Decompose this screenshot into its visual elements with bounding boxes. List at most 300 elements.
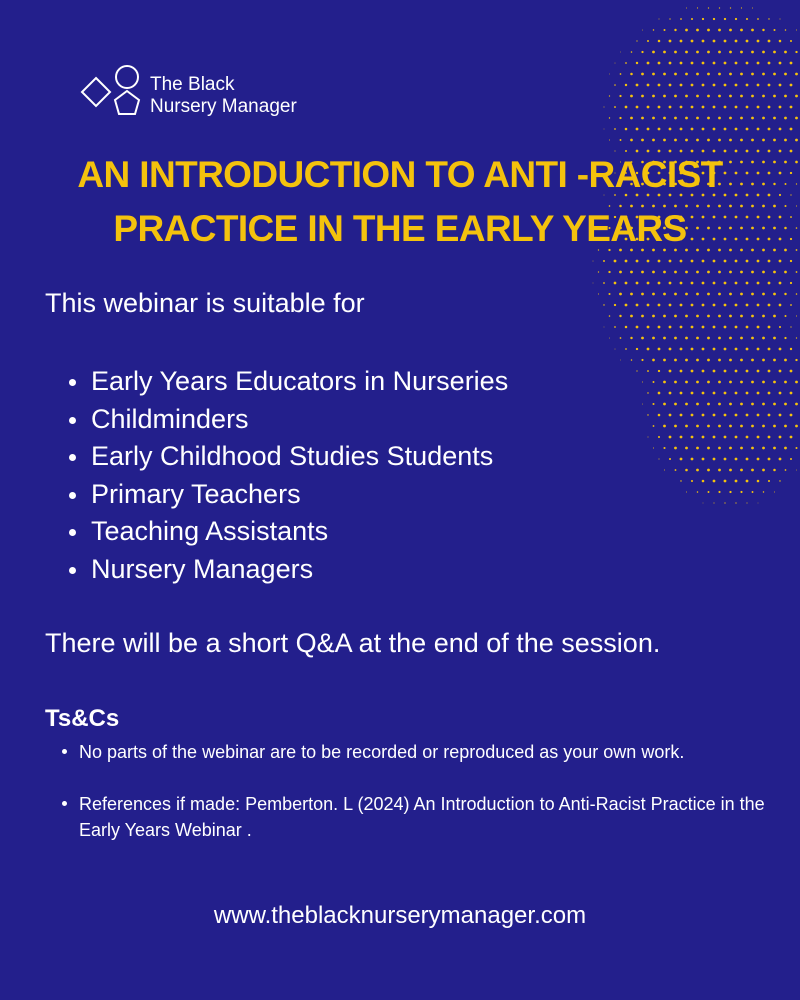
pattern-dot bbox=[652, 139, 655, 142]
pattern-dot bbox=[696, 29, 699, 32]
pattern-dot bbox=[630, 139, 633, 142]
pattern-dot bbox=[669, 392, 672, 395]
pattern-dot bbox=[790, 260, 792, 262]
pattern-dot bbox=[647, 348, 650, 351]
pattern-dot bbox=[647, 326, 650, 329]
pattern-dot bbox=[702, 128, 705, 131]
pattern-dot bbox=[724, 62, 727, 65]
list-item: Teaching Assistants bbox=[45, 513, 508, 551]
pattern-dot bbox=[696, 469, 699, 472]
pattern-dot bbox=[615, 349, 616, 350]
pattern-dot bbox=[740, 425, 743, 428]
pattern-dot bbox=[641, 315, 644, 318]
list-item: Early Years Educators in Nurseries bbox=[45, 363, 508, 401]
pattern-dot bbox=[674, 95, 677, 98]
pattern-dot bbox=[680, 106, 683, 109]
pattern-dot bbox=[674, 337, 677, 340]
pattern-dot bbox=[790, 40, 792, 42]
pattern-dot bbox=[795, 161, 798, 164]
pattern-dot bbox=[620, 337, 622, 339]
pattern-dot bbox=[604, 129, 605, 130]
pattern-dot bbox=[680, 62, 683, 65]
pattern-dot bbox=[625, 260, 628, 263]
pattern-dot bbox=[652, 95, 655, 98]
pattern-dot bbox=[774, 492, 775, 493]
pattern-dot bbox=[773, 117, 776, 120]
pattern-dot bbox=[713, 260, 716, 263]
pattern-dot bbox=[685, 315, 688, 318]
pattern-dot bbox=[773, 425, 776, 428]
pattern-dot bbox=[630, 315, 633, 318]
pattern-dot bbox=[669, 40, 672, 43]
pattern-dot bbox=[757, 84, 760, 87]
pattern-dot bbox=[724, 392, 727, 395]
pattern-dot bbox=[675, 469, 677, 471]
pattern-dot bbox=[746, 84, 749, 87]
pattern-dot bbox=[790, 414, 793, 417]
pattern-dot bbox=[779, 370, 782, 373]
pattern-dot bbox=[713, 128, 716, 131]
pattern-dot bbox=[658, 392, 661, 395]
pattern-dot bbox=[796, 30, 797, 31]
pattern-dot bbox=[653, 381, 655, 383]
pattern-dot bbox=[653, 29, 654, 30]
pattern-dot bbox=[653, 425, 655, 427]
pattern-dot bbox=[631, 51, 633, 53]
pattern-dot bbox=[768, 304, 771, 307]
pattern-dot bbox=[735, 326, 738, 329]
pattern-dot bbox=[724, 304, 727, 307]
pattern-dot bbox=[707, 447, 710, 450]
pattern-dot bbox=[768, 128, 771, 131]
pattern-dot bbox=[779, 62, 782, 65]
pattern-dot bbox=[680, 370, 683, 373]
pattern-dot bbox=[625, 84, 627, 86]
pattern-dot bbox=[625, 304, 628, 307]
pattern-dot bbox=[762, 447, 765, 450]
pattern-dot bbox=[795, 403, 798, 406]
pattern-dot bbox=[762, 381, 765, 384]
pattern-dot bbox=[707, 139, 710, 142]
pattern-dot bbox=[724, 370, 727, 373]
pattern-dot bbox=[790, 370, 793, 373]
pattern-dot bbox=[663, 425, 666, 428]
pattern-dot bbox=[696, 51, 699, 54]
pattern-dot bbox=[691, 414, 694, 417]
pattern-dot bbox=[790, 150, 793, 153]
pattern-dot bbox=[724, 18, 726, 20]
pattern-dot bbox=[669, 304, 672, 307]
pattern-dot bbox=[768, 282, 771, 285]
pattern-dot bbox=[773, 95, 776, 98]
pattern-dot bbox=[702, 326, 705, 329]
pattern-dot bbox=[674, 425, 677, 428]
pattern-dot bbox=[636, 40, 637, 41]
pattern-dot bbox=[751, 337, 754, 340]
pattern-dot bbox=[620, 360, 621, 361]
pattern-dot bbox=[674, 381, 677, 384]
pattern-dot bbox=[669, 62, 672, 65]
pattern-dot bbox=[669, 414, 672, 417]
pattern-dot bbox=[773, 271, 776, 274]
pattern-dot bbox=[691, 128, 694, 131]
pattern-dot bbox=[713, 392, 716, 395]
pattern-dot bbox=[784, 95, 787, 98]
pattern-dot bbox=[702, 282, 705, 285]
pattern-dot bbox=[663, 51, 666, 54]
pattern-dot bbox=[603, 304, 604, 305]
pattern-dot bbox=[615, 63, 616, 64]
pattern-dot bbox=[641, 337, 644, 340]
pattern-dot bbox=[702, 40, 705, 43]
qa-note: There will be a short Q&A at the end of the session. bbox=[45, 628, 661, 658]
pattern-dot bbox=[614, 304, 616, 306]
pattern-dot bbox=[713, 84, 716, 87]
pattern-dot bbox=[713, 436, 716, 439]
pattern-dot bbox=[680, 18, 682, 20]
pattern-dot bbox=[790, 172, 792, 174]
pattern-dot bbox=[784, 425, 787, 428]
pattern-dot bbox=[652, 337, 655, 340]
pattern-dot bbox=[691, 282, 694, 285]
pattern-dot bbox=[724, 480, 727, 483]
pattern-dot bbox=[751, 359, 754, 362]
pattern-dot bbox=[619, 293, 622, 296]
pattern-dot bbox=[746, 370, 749, 373]
pattern-dot bbox=[735, 84, 738, 87]
terms-item: References if made: Pemberton. L (2024) An Introduction to Anti-Racist Practice in the Early Years Webinar . bbox=[60, 791, 780, 843]
pattern-dot bbox=[680, 348, 683, 351]
pattern-dot bbox=[718, 425, 721, 428]
audience-list bbox=[45, 363, 508, 589]
pattern-dot bbox=[691, 348, 694, 351]
pattern-dot bbox=[707, 95, 710, 98]
pattern-dot bbox=[773, 469, 776, 472]
pattern-dot bbox=[724, 128, 727, 131]
pattern-dot bbox=[762, 139, 765, 142]
pattern-dot bbox=[746, 458, 749, 461]
pattern-dot bbox=[702, 480, 705, 483]
pattern-dot bbox=[773, 293, 776, 296]
pattern-dot bbox=[685, 293, 688, 296]
pattern-dot bbox=[724, 348, 727, 351]
pattern-dot bbox=[724, 260, 727, 263]
pattern-dot bbox=[735, 502, 736, 503]
pattern-dot bbox=[762, 117, 765, 120]
pattern-dot bbox=[647, 370, 649, 372]
pattern-dot bbox=[779, 436, 782, 439]
pattern-dot bbox=[652, 315, 655, 318]
pattern-dot bbox=[740, 491, 742, 493]
pattern-dot bbox=[735, 436, 738, 439]
pattern-dot bbox=[746, 502, 747, 503]
pattern-dot bbox=[669, 370, 672, 373]
pattern-dot bbox=[790, 216, 792, 218]
pattern-dot bbox=[647, 414, 648, 415]
pattern-dot bbox=[718, 51, 721, 54]
pattern-dot bbox=[713, 326, 716, 329]
pattern-dot bbox=[609, 338, 610, 339]
brand-name-line2: Nursery Manager bbox=[150, 96, 297, 117]
pattern-dot bbox=[751, 95, 754, 98]
pattern-dot bbox=[663, 117, 666, 120]
pattern-dot bbox=[663, 447, 665, 449]
pattern-dot bbox=[740, 447, 743, 450]
pattern-dot bbox=[729, 95, 732, 98]
pattern-dot bbox=[779, 348, 782, 351]
pattern-dot bbox=[735, 128, 738, 131]
pattern-dot bbox=[757, 392, 760, 395]
pattern-dot bbox=[658, 326, 661, 329]
pattern-dot bbox=[757, 282, 760, 285]
pattern-dot bbox=[713, 106, 716, 109]
pattern-dot bbox=[768, 392, 771, 395]
pattern-dot bbox=[680, 84, 683, 87]
pattern-dot bbox=[702, 62, 705, 65]
pattern-dot bbox=[697, 491, 699, 493]
pattern-dot bbox=[790, 282, 792, 284]
pattern-dot bbox=[663, 95, 666, 98]
pattern-dot bbox=[746, 480, 749, 483]
pattern-dot bbox=[647, 282, 650, 285]
pattern-dot bbox=[658, 304, 661, 307]
website-url[interactable]: www.theblacknurserymanager.com bbox=[213, 902, 587, 929]
pattern-dot bbox=[614, 260, 617, 263]
pattern-dot bbox=[795, 73, 798, 76]
pattern-dot bbox=[796, 205, 797, 206]
pattern-dot bbox=[663, 381, 666, 384]
pattern-dot bbox=[779, 260, 782, 263]
pattern-dot bbox=[746, 282, 749, 285]
pattern-dot bbox=[757, 304, 760, 307]
pattern-dot bbox=[707, 315, 710, 318]
pattern-dot bbox=[768, 414, 771, 417]
title-line2: PRACTICE IN THE EARLY YEARS bbox=[113, 208, 687, 249]
pattern-dot bbox=[685, 469, 688, 472]
pattern-dot bbox=[740, 315, 743, 318]
pattern-dot bbox=[702, 392, 705, 395]
pattern-dot bbox=[713, 502, 714, 503]
pattern-dot bbox=[664, 29, 666, 31]
pattern-dot bbox=[685, 403, 688, 406]
pattern-dot bbox=[779, 326, 781, 328]
pattern-dot bbox=[735, 370, 738, 373]
list-item: Early Childhood Studies Students bbox=[45, 438, 508, 476]
pattern-dot bbox=[740, 73, 743, 76]
pattern-dot bbox=[784, 381, 787, 384]
pattern-dot bbox=[790, 106, 793, 109]
pattern-dot bbox=[702, 458, 705, 461]
pattern-dot bbox=[718, 29, 721, 32]
pattern-dot bbox=[713, 370, 716, 373]
pattern-dot bbox=[648, 437, 649, 438]
pattern-dot bbox=[702, 370, 705, 373]
pattern-dot bbox=[795, 51, 797, 53]
pattern-dot bbox=[647, 84, 650, 87]
pattern-dot bbox=[669, 436, 672, 439]
pattern-dot bbox=[718, 139, 721, 142]
pattern-dot bbox=[751, 469, 754, 472]
pattern-dot bbox=[674, 403, 677, 406]
pattern-dot bbox=[751, 51, 754, 54]
pattern-dot bbox=[779, 480, 780, 481]
pattern-dot bbox=[707, 29, 710, 32]
pattern-dot bbox=[746, 392, 749, 395]
pattern-dot bbox=[713, 282, 716, 285]
pattern-dot bbox=[795, 381, 798, 384]
pattern-dot bbox=[658, 370, 660, 372]
pattern-dot bbox=[685, 29, 688, 32]
pattern-dot bbox=[614, 128, 616, 130]
pattern-dot bbox=[642, 404, 643, 405]
pattern-dot bbox=[795, 139, 798, 142]
pattern-dot bbox=[752, 8, 753, 9]
pattern-dot bbox=[718, 117, 721, 120]
pattern-dot bbox=[784, 51, 787, 54]
pattern-dot bbox=[707, 337, 710, 340]
pattern-dot bbox=[795, 359, 797, 361]
pattern-dot bbox=[674, 139, 677, 142]
pattern-dot bbox=[686, 492, 687, 493]
pattern-dot bbox=[735, 458, 738, 461]
pattern-dot bbox=[779, 40, 782, 43]
pattern-dot bbox=[641, 359, 643, 361]
pattern-dot bbox=[636, 128, 639, 131]
pattern-dot bbox=[735, 348, 738, 351]
pattern-dot bbox=[751, 403, 754, 406]
pattern-dot bbox=[691, 18, 693, 20]
pattern-dot bbox=[719, 7, 720, 8]
pattern-dot bbox=[707, 117, 710, 120]
pattern-dot bbox=[641, 293, 644, 296]
pattern-dot bbox=[658, 40, 661, 43]
pattern-dot bbox=[619, 95, 621, 97]
pattern-dot bbox=[784, 447, 787, 450]
terms-heading: Ts&Cs bbox=[45, 705, 120, 732]
terms-item: No parts of the webinar are to be recorded or reproduced as your own work. bbox=[60, 739, 780, 765]
pattern-dot bbox=[652, 403, 654, 405]
pattern-dot bbox=[773, 359, 776, 362]
pattern-dot bbox=[746, 326, 749, 329]
pattern-dot bbox=[647, 260, 650, 263]
pattern-dot bbox=[796, 227, 798, 229]
pattern-dot bbox=[685, 95, 688, 98]
pattern-dot bbox=[669, 326, 672, 329]
pattern-dot bbox=[751, 447, 754, 450]
pattern-dot bbox=[707, 403, 710, 406]
pattern-dot bbox=[735, 480, 738, 483]
pattern-dot bbox=[703, 503, 704, 504]
pattern-dot bbox=[784, 359, 787, 362]
pattern-dot bbox=[762, 73, 765, 76]
pattern-dot bbox=[685, 359, 688, 362]
pattern-dot bbox=[713, 458, 716, 461]
pattern-dot bbox=[718, 381, 721, 384]
pattern-dot bbox=[757, 326, 760, 329]
pattern-dot bbox=[762, 359, 765, 362]
pattern-dot bbox=[636, 62, 638, 64]
pattern-dot bbox=[730, 7, 731, 8]
pattern-dot bbox=[784, 403, 787, 406]
pattern-dot bbox=[795, 117, 798, 120]
pattern-dot bbox=[680, 436, 683, 439]
pattern-dot bbox=[740, 469, 743, 472]
pattern-dot bbox=[620, 73, 622, 75]
pattern-dot bbox=[691, 480, 693, 482]
pattern-dot bbox=[636, 348, 638, 350]
pattern-dot bbox=[784, 337, 786, 339]
pattern-dot bbox=[609, 315, 611, 317]
pattern-dot bbox=[785, 315, 787, 317]
pattern-dot bbox=[790, 84, 793, 87]
pattern-dot bbox=[768, 480, 770, 482]
pattern-dot bbox=[735, 62, 738, 65]
pattern-dot bbox=[691, 84, 694, 87]
audience-intro: This webinar is suitable for bbox=[45, 288, 365, 318]
pattern-dot bbox=[746, 260, 749, 263]
pattern-dot bbox=[724, 502, 725, 503]
pattern-dot bbox=[784, 249, 787, 252]
pattern-dot bbox=[718, 293, 721, 296]
pattern-dot bbox=[779, 304, 782, 307]
pattern-dot bbox=[790, 304, 792, 306]
pattern-dot bbox=[757, 436, 760, 439]
pattern-dot bbox=[790, 238, 792, 240]
pattern-dot bbox=[609, 140, 610, 141]
pattern-dot bbox=[768, 458, 771, 461]
pattern-dot bbox=[685, 117, 688, 120]
pattern-dot bbox=[691, 370, 694, 373]
pattern-dot bbox=[724, 436, 727, 439]
pattern-dot bbox=[630, 73, 633, 76]
pattern-dot bbox=[630, 117, 633, 120]
pattern-dot bbox=[758, 503, 759, 504]
pattern-dot bbox=[718, 95, 721, 98]
pattern-dot bbox=[658, 348, 661, 351]
pattern-dot bbox=[718, 73, 721, 76]
pattern-dot bbox=[713, 62, 716, 65]
pattern-dot bbox=[674, 271, 677, 274]
pattern-dot bbox=[696, 315, 699, 318]
pattern-dot bbox=[790, 194, 791, 195]
pattern-dot bbox=[713, 348, 716, 351]
pattern-dot bbox=[746, 106, 749, 109]
pattern-dot bbox=[685, 139, 688, 142]
pattern-dot bbox=[680, 40, 683, 43]
pattern-dot bbox=[790, 392, 793, 395]
pattern-dot bbox=[795, 425, 798, 428]
pattern-dot bbox=[658, 260, 661, 263]
pattern-dot bbox=[663, 139, 666, 142]
pattern-dot bbox=[669, 282, 672, 285]
pattern-dot bbox=[680, 304, 683, 307]
pattern-dot bbox=[795, 447, 797, 449]
pattern-dot bbox=[751, 293, 754, 296]
pattern-dot bbox=[773, 337, 776, 340]
pattern-dot bbox=[762, 51, 765, 54]
pattern-dot bbox=[735, 414, 738, 417]
pattern-dot bbox=[718, 469, 721, 472]
pattern-dot bbox=[708, 7, 709, 8]
pattern-dot bbox=[790, 326, 791, 327]
pattern-dot bbox=[763, 491, 764, 492]
pattern-dot bbox=[713, 414, 716, 417]
pattern-dot bbox=[686, 8, 687, 9]
pattern-dot bbox=[641, 95, 644, 98]
title-line1: AN INTRODUCTION TO ANTI -RACIST bbox=[77, 154, 723, 195]
pattern-dot bbox=[762, 469, 765, 472]
pattern-dot bbox=[614, 106, 616, 108]
